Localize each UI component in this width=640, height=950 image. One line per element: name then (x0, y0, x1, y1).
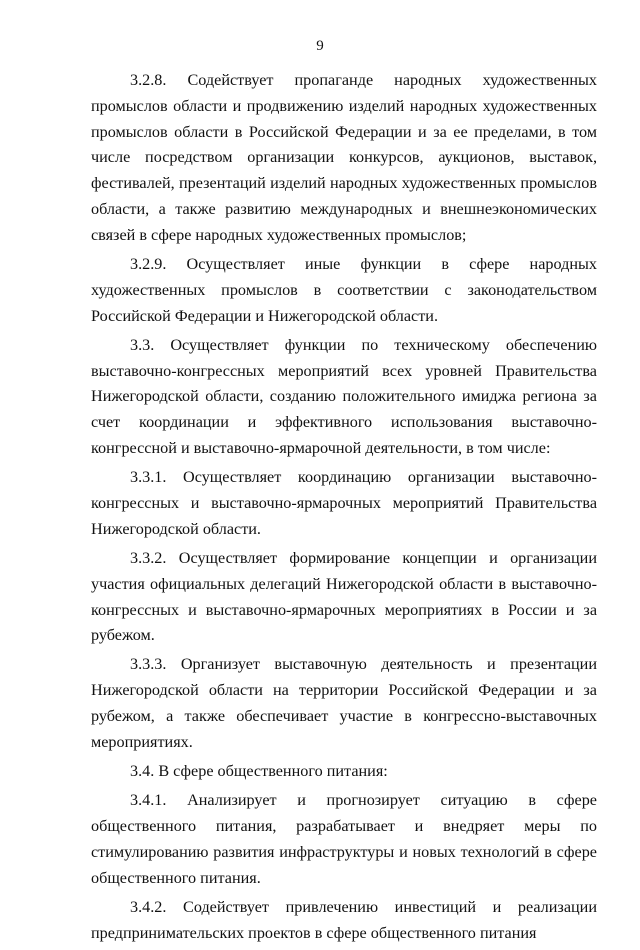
paragraph-3-3-2: 3.3.2. Осуществляет формирование концепции и организации участия официальных делегаций Нижегородской области в выставочно-конгрессных и выставочно-ярмарочных мероприятиях в России и за рубежом. (91, 548, 597, 645)
paragraph-3-4: 3.4. В сфере общественного питания: (130, 762, 388, 781)
paragraph-3-3: 3.3. Осуществляет функции по техническому обеспечению выставочно-конгрессных мероприятий всех уровней Правительства Нижегородской области, созданию положительного имиджа региона за счет координации и эффективного использования выставочно-конгрессной и выставочно-ярмарочной деятельности, в том числе: (91, 335, 597, 457)
paragraph-3-4-1: 3.4.1. Анализирует и прогнозирует ситуацию в сфере общественного питания, разрабатывает и внедряет меры по стимулированию развития инфраструктуры и новых технологий в сфере общественного питания. (91, 791, 597, 887)
paragraph-3-2-8: 3.2.8. Содействует пропаганде народных художественных промыслов области и продвижению изделий народных художественных промыслов области в Российской Федерации и за ее пределами, в том числе посредством организации конкурсов, аукционов, выставок, фестивалей, презентаций изделий народных художественных промыслов области, а также развитию международных и внешнеэкономических связей в сфере народных художественных промыслов; (91, 71, 597, 244)
paragraph-3-2-9: 3.2.9. Осуществляет иные функции в сфере народных художественных промыслов в соответствии с законодательством Российской Федерации и Нижегородской области. (91, 254, 597, 325)
paragraph-3-3-3: 3.3.3. Организует выставочную деятельность и презентации Нижегородской области на территории Российской Федерации и за рубежом, а также обеспечивает участие в конгрессно-выставочных мероприятиях. (91, 655, 597, 751)
paragraph-3-4-2: 3.4.2. Содействует привлечению инвестиций и реализации предпринимательских проектов в сфере общественного питания (91, 897, 597, 942)
page-number: 9 (316, 38, 324, 54)
document-body (91, 68, 597, 950)
paragraph-3-3-1: 3.3.1. Осуществляет координацию организации выставочно-конгрессных и выставочно-ярмарочных мероприятий Правительства Нижегородской области. (91, 468, 597, 538)
